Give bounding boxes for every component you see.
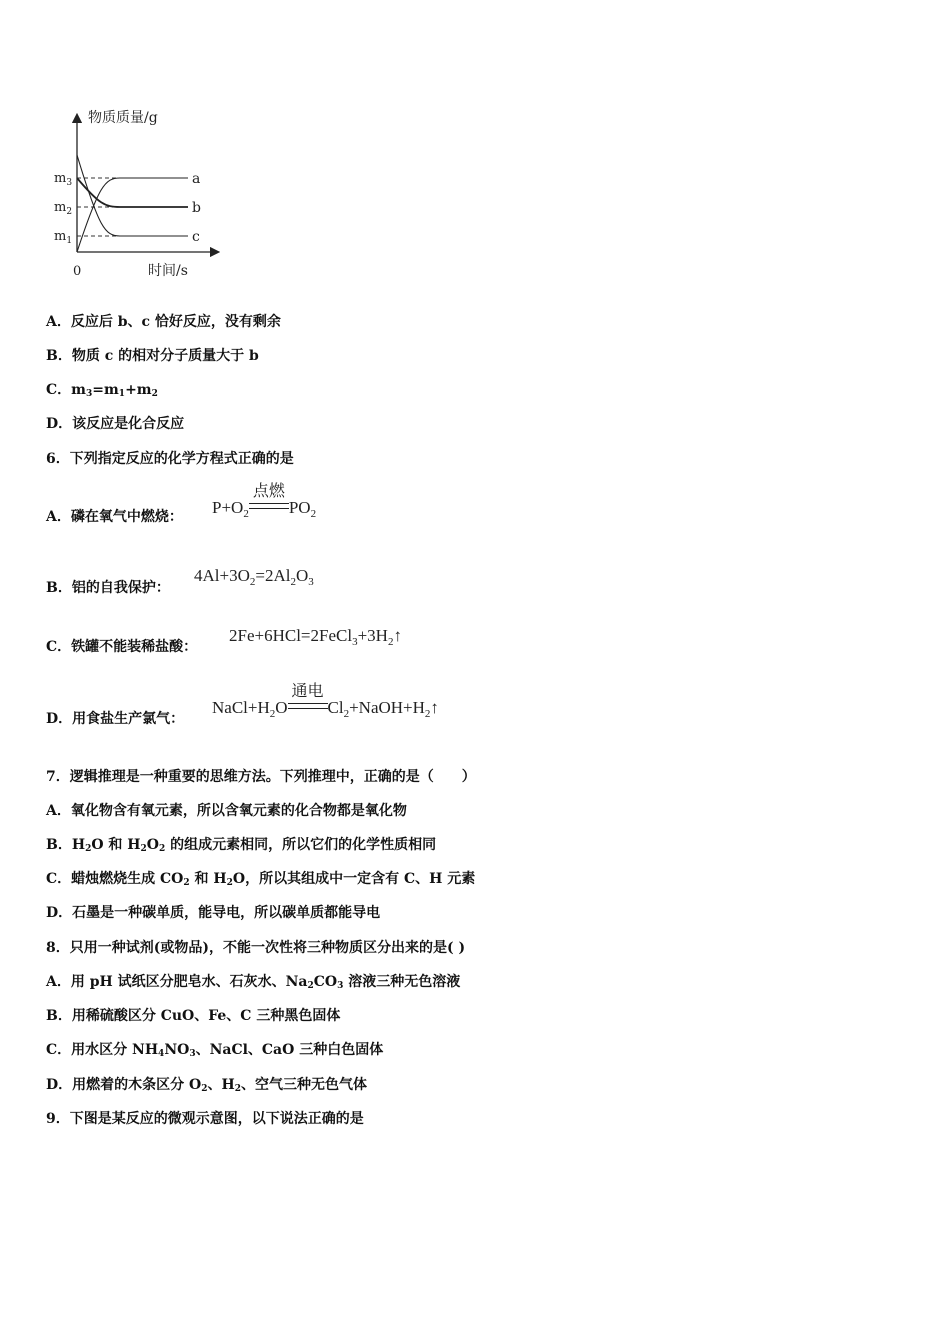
q5-option-c-label: C． [46,382,72,398]
q8-option-b: B．用稀硫酸区分 CuO、Fe、C 三种黑色固体 [46,1008,341,1024]
equals-sign [288,703,328,709]
series-label-a: a [192,171,201,187]
q6-option-a: A．磷在氧气中燃烧： [46,509,183,525]
q6-b-equation: $4Al+3O_2=2Al_2O_3$ [194,566,314,588]
reaction-condition [249,481,289,518]
q6-option-c: C．铁罐不能装稀盐酸： [46,639,198,655]
q5-option-c: C．$m_3=m_1+m_2$ [46,382,158,399]
q8-option-c: C．用水区分 $NH_4NO_3$、NaCl、CaO 三种白色固体 [46,1042,384,1059]
q5-option-b: B．物质 c 的相对分子质量大于 b [46,348,259,364]
q6-d-equation: $NaCl+H_2O$ 通电 $Cl_2+NaOH+H_2↑$ [212,698,439,720]
y-tick-label: $m_2$ [54,200,73,217]
series-group [77,155,201,252]
q6-a-equation: $P+O_2$ 点燃 $PO_2$ [212,498,316,520]
q7-option-c: C．蜡烛燃烧生成 $CO_2$ 和 $H_2O$，所以其组成中一定含有 C、H 元素 [46,871,476,888]
y-tick-label: $m_1$ [54,229,73,246]
q6-option-d: D．用食盐生产氯气： [46,711,185,727]
mass-time-chart [40,100,230,285]
equals-sign [249,503,289,509]
x-axis-label: 时间/s [148,263,188,279]
q7-option-a: A．氧化物含有氧元素，所以含氧元素的化合物都是氧化物 [46,803,407,819]
q9-stem: 9．下图是某反应的微观示意图，以下说法正确的是 [46,1111,364,1127]
q8-option-d: D．用燃着的木条区分 $O_2$、$H_2$、空气三种无色气体 [46,1077,367,1094]
q6-option-b: B．铝的自我保护： [46,580,170,596]
q7-option-b: B．$H_2O$ 和 $H_2O_2$ 的组成元素相同，所以它们的化学性质相同 [46,837,437,854]
condition-text: 点燃 [252,481,285,500]
q5-option-a: A．反应后 b、c 恰好反应，没有剩余 [46,314,281,330]
condition-text: 通电 [291,681,324,700]
y-axis-label: 物质质量/g [88,110,158,126]
y-tick-label: $m_3$ [54,171,73,188]
series-line-b [77,178,188,207]
series-label-c: c [192,229,200,245]
q5-option-d: D．该反应是化合反应 [46,416,185,432]
reaction-condition [288,681,328,718]
q6-c-equation: $2Fe+6HCl=2FeCl_3+3H_2↑$ [229,626,402,648]
q7-stem: 7．逻辑推理是一种重要的思维方法。下列推理中，正确的是（ ） [46,769,476,785]
origin-label: 0 [73,264,82,279]
q6-stem: 6．下列指定反应的化学方程式正确的是 [46,451,294,467]
q7-option-d: D．石墨是一种碳单质，能导电，所以碳单质都能导电 [46,905,381,921]
tick-group [54,171,188,246]
chart-svg [40,100,230,285]
series-line-a [77,178,188,252]
series-label-b: b [192,200,201,216]
q8-option-a: A．用 pH 试纸区分肥皂水、石灰水、$Na_2CO_3$ 溶液三种无色溶液 [46,974,461,991]
q8-stem: 8．只用一种试剂(或物品)，不能一次性将三种物质区分出来的是( ) [46,940,466,956]
